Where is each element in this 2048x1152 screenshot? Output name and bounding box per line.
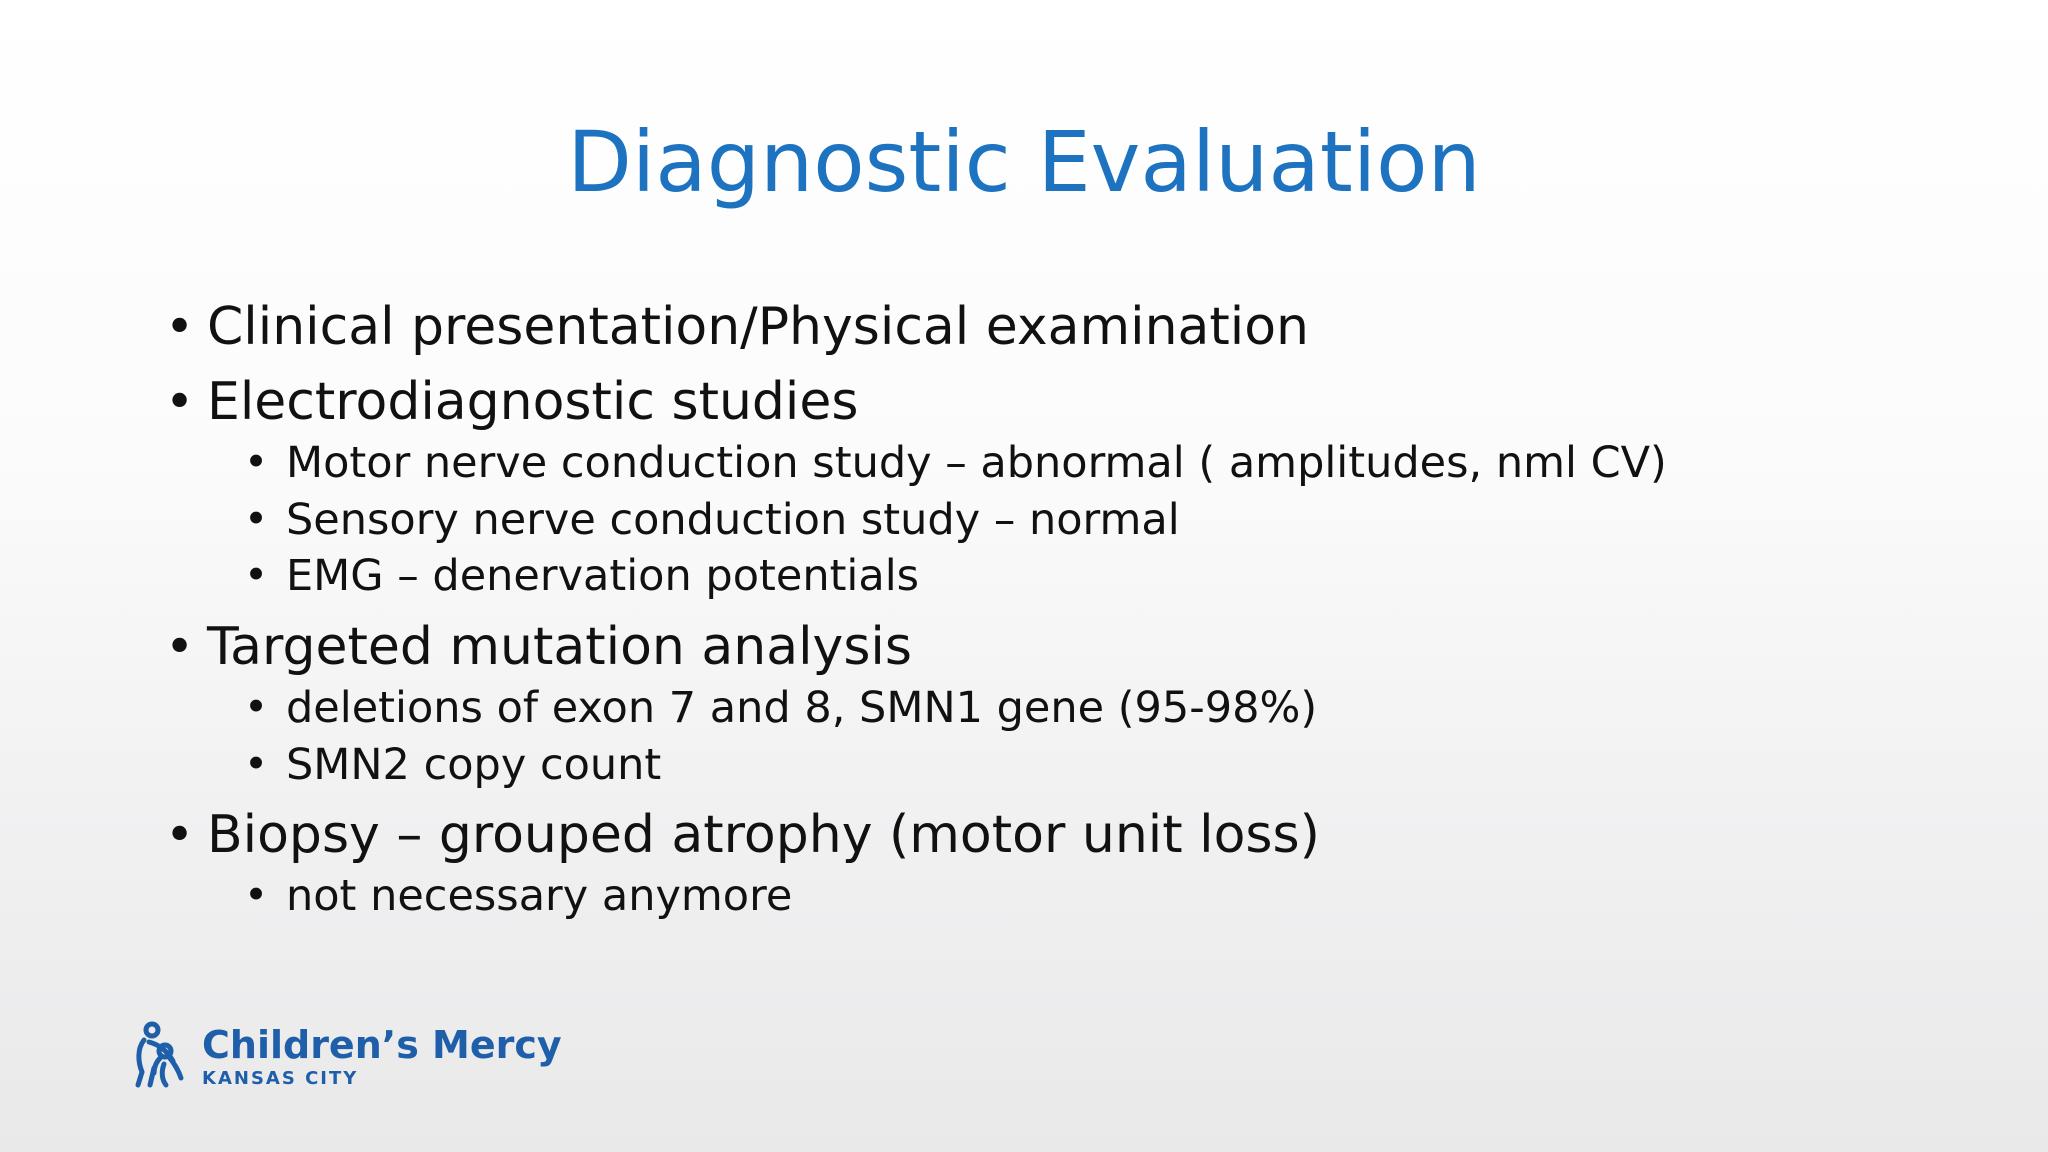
- sub-bullet-item: [244, 494, 1865, 545]
- bullet-dot-icon: •: [165, 372, 195, 431]
- logo-name: Children’s Mercy: [202, 1023, 562, 1067]
- bullet-list: [165, 297, 1865, 922]
- sub-bullet-text: deletions of exon 7 and 8, SMN1 gene (95-98%): [286, 683, 1318, 734]
- sub-bullet-text: SMN2 copy count: [286, 739, 662, 790]
- bullet-dot-icon: •: [244, 871, 269, 920]
- sub-bullet-item: [244, 871, 1865, 922]
- bullet-dot-icon: •: [244, 438, 269, 487]
- bullet-text: Targeted mutation analysis: [207, 616, 912, 677]
- bullet-dot-icon: •: [244, 551, 269, 600]
- sub-bullet-text: not necessary anymore: [286, 871, 793, 922]
- bullet-text: Biopsy – grouped atrophy (motor unit loss): [207, 805, 1320, 866]
- childrens-mercy-logo-icon: [130, 1020, 190, 1090]
- logo-text: [202, 1023, 562, 1089]
- bullet-dot-icon: •: [244, 739, 269, 788]
- bullet-text: Electrodiagnostic studies: [207, 372, 859, 433]
- bullet-item: [165, 297, 1865, 357]
- bullet-dot-icon: •: [165, 297, 195, 355]
- sub-bullet-item: [244, 739, 1865, 790]
- sub-bullet-text: Sensory nerve conduction study – normal: [286, 494, 1180, 545]
- bullet-item: [165, 616, 1865, 677]
- bullet-dot-icon: •: [244, 683, 269, 732]
- bullet-dot-icon: •: [165, 805, 195, 864]
- bullet-dot-icon: •: [244, 494, 269, 543]
- sub-bullet-text: Motor nerve conduction study – abnormal ( amplitudes, nml CV): [286, 438, 1667, 489]
- bullet-item: [165, 372, 1865, 433]
- childrens-mercy-logo: [130, 1020, 562, 1090]
- bullet-dot-icon: •: [165, 616, 195, 675]
- sub-bullet-item: [244, 683, 1865, 734]
- sub-bullet-item: [244, 438, 1865, 489]
- logo-subtitle: KANSAS CITY: [202, 1068, 359, 1089]
- bullet-item: [165, 805, 1865, 866]
- slide-title: Diagnostic Evaluation: [567, 113, 1481, 211]
- sub-bullet-item: [244, 551, 1865, 602]
- bullet-text: Clinical presentation/Physical examination: [207, 297, 1310, 357]
- sub-bullet-text: EMG – denervation potentials: [286, 551, 920, 602]
